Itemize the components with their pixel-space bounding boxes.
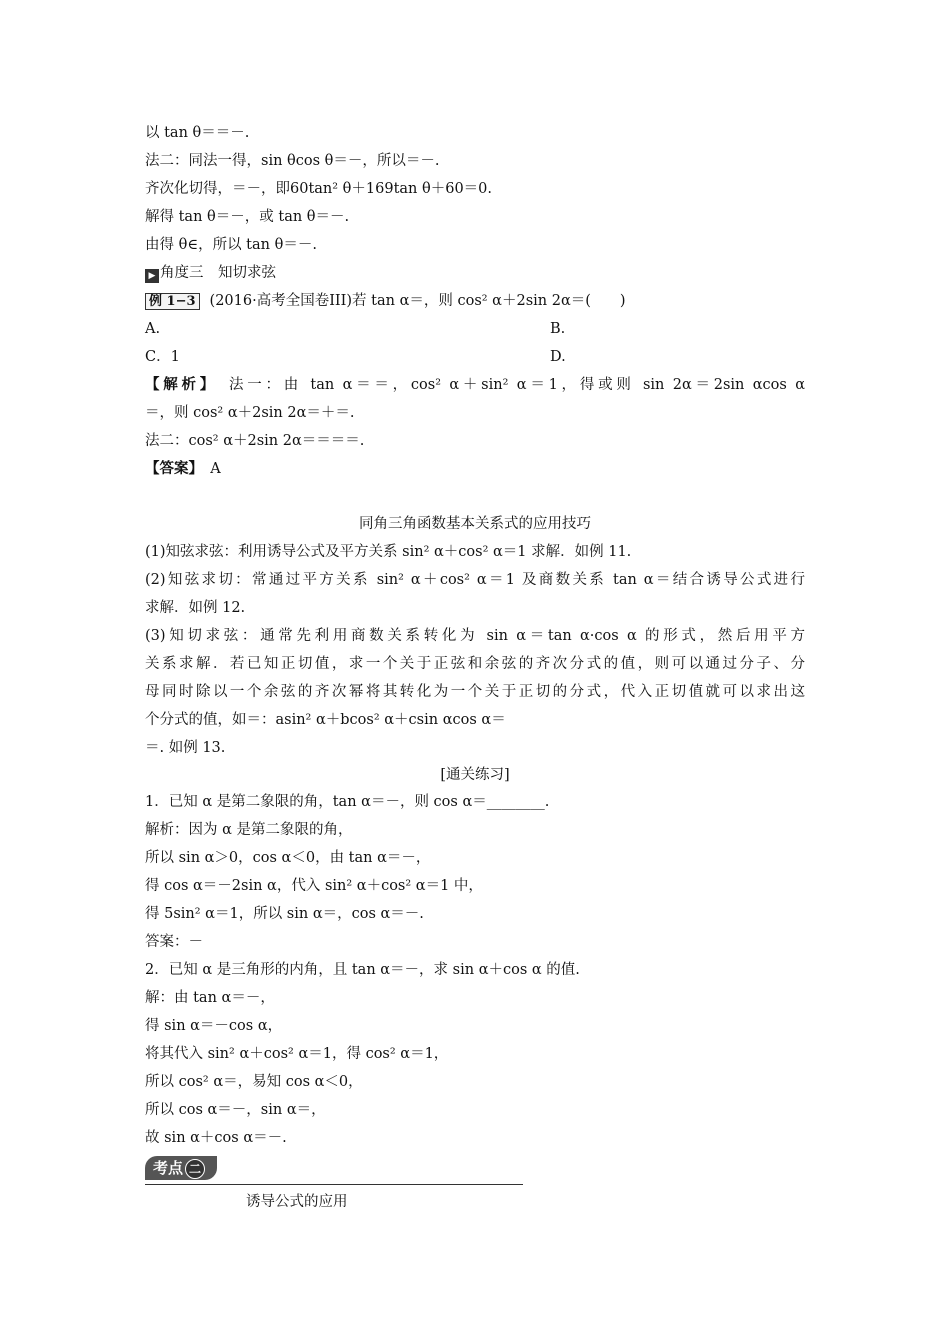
analysis-line: 【解析】 法一：由 tan α＝＝，cos² α＋sin² α＝1，得或则 sin 2α＝2sin αcos α [145,376,806,393]
angle-section-heading [145,263,276,283]
example-question-text: (2016·高考全国卷III)若 tan α＝，则 cos² α＋2sin 2α＝( ) [209,293,626,309]
text-line: 以 tan θ＝＝－. [145,125,250,141]
practice-title: [通关练习] [440,767,510,783]
tips-paragraph: (3)知切求弦：通常先利用商数关系转化为 sin α＝tan α·cos α 的形式，然后用平方 [145,628,805,644]
solution-line: 得 cos α＝－2sin α，代入 sin² α＋cos² α＝1 中， [145,878,483,894]
option-a: A. [145,321,161,337]
text-line: 解得 tan θ＝－，或 tan θ＝－. [145,209,350,225]
text-line: 法二：同法一得，sin θcos θ＝－，所以＝－. [145,153,440,169]
angle-section-title: 角度三 知切求弦 [160,265,276,281]
solution-line: 解析：因为 α 是第二象限的角， [145,822,353,838]
analysis-tag: 【解析】 [145,376,211,393]
solution-line: 得 5sin² α＝1，所以 sin α＝，cos α＝－. [145,906,424,922]
option-b: B. [550,321,566,337]
solution-line: 所以 cos² α＝，易知 cos α＜0， [145,1074,363,1090]
option-c: C．1 [145,349,180,365]
tips-paragraph: 关系求解．若已知正切值，求一个关于正弦和余弦的齐次分式的值，则可以通过分子、分 [145,656,805,672]
tips-paragraph: (1)知弦求弦：利用诱导公式及平方关系 sin² α＋cos² α＝1 求解．如例 11. [145,544,632,560]
kaodian-topic: 诱导公式的应用 [246,1194,348,1210]
tips-title: 同角三角函数基本关系式的应用技巧 [359,516,591,532]
practice-answer-1: 答案：－ [145,934,203,950]
tips-paragraph: (2)知弦求切：常通过平方关系 sin² α＋cos² α＝1 及商数关系 tan α＝结合诱导公式进行 [145,572,805,588]
answer-line [145,459,221,479]
solution-line: 解：由 tan α＝－， [145,990,275,1006]
tips-paragraph: ＝. 如例 13. [145,740,226,756]
solution-line: 得 sin α＝－cos α， [145,1018,283,1034]
tips-paragraph: 母同时除以一个余弦的齐次幂将其转化为一个关于正切的分式，代入正切值就可以求出这 [145,684,805,700]
tips-paragraph: 求解．如例 12. [145,600,246,616]
solution-line: 所以 cos α＝－，sin α＝， [145,1102,326,1118]
option-d: D. [550,349,566,365]
analysis-line: ＝，则 cos² α＋2sin 2α＝＋＝. [145,405,355,421]
text-line: 齐次化切得，＝－，即60tan² θ＋169tan θ＋60＝0. [145,181,493,197]
tips-paragraph: 个分式的值，如＝：asin² α＋bcos² α＋csin αcos α＝ [145,712,506,728]
text-line: 由得 θ∈，所以 tan θ＝－. [145,237,317,253]
play-triangle-icon: ▶ [145,269,159,283]
practice-question-2: 2．已知 α 是三角形的内角，且 tan α＝－，求 sin α＋cos α 的值. [145,962,580,978]
answer-value: A [195,461,221,477]
solution-line: 故 sin α＋cos α＝－. [145,1130,287,1146]
solution-line: 所以 sin α＞0，cos α＜0，由 tan α＝－， [145,850,431,866]
analysis-line: 法二：cos² α＋2sin 2α＝＝＝＝. [145,433,365,449]
kaodian-badge [145,1156,217,1180]
solution-line: 将其代入 sin² α＋cos² α＝1，得 cos² α＝1， [145,1046,449,1062]
example-question [145,291,626,311]
kaodian-header [145,1156,523,1185]
example-badge: 例 1−3 [145,293,200,310]
kaodian-number: 二 [185,1159,205,1179]
kaodian-label: 考点 [153,1159,184,1177]
answer-tag: 【答案】 [145,460,196,477]
practice-question-1: 1．已知 α 是第二象限的角，tan α＝－，则 cos α＝________. [145,794,550,810]
